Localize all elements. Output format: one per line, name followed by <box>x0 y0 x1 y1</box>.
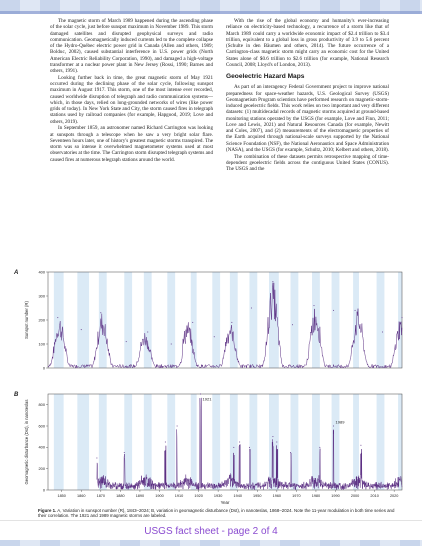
panel-letter: A <box>14 270 19 276</box>
x-tick-label: 1950 <box>253 494 262 498</box>
solar-max-band <box>54 272 64 368</box>
paragraph: With the rise of the global economy and humanity's ever-increasing reliance on electricity-based technology, a recurrence of a storm like that of March 1989 could carry a worldwide economic impact of $2.4 trillion to $3.4 trillion, equivalent to a global loss in gross productivity of 3.9 to 5.6 percent (Schulte in den Bäumen and others, 2014). The future occurrence of a Carrington-class magnetic storm might carry an economic cost for the United States alone of $0.6 trillion to $2.6 trillion (for example, National Research Council, 2008; Lloyd's of London, 2013). <box>226 18 389 68</box>
figure-caption <box>38 508 398 519</box>
solar-max-band <box>332 272 340 368</box>
x-tick-label: 1850 <box>57 494 66 498</box>
section-heading: Geoelectric Hazard Maps <box>226 73 305 80</box>
x-tick-label: 1860 <box>77 494 86 498</box>
left-text-column <box>50 18 213 163</box>
y-tick-label: 0 <box>42 487 45 493</box>
x-tick-label: 1980 <box>311 494 321 498</box>
solar-max-band <box>398 272 402 368</box>
x-tick-label: 1880 <box>116 494 125 498</box>
panel-a-sunspot-chart <box>13 269 403 370</box>
y-tick-label: 200 <box>38 317 45 323</box>
paragraph: Looking further back in time, the great magnetic storm of May 1921 occurred during the declining phase of the solar cycle, following sunspot maximum in August 1917. This storm, one of the most intense ever recorded, caused worldwide disruption of telegraph and radio communication systems—which, in those days, relied on long-grounded networks of wires (like power grids of today). In New York State and City, the storm caused fires in telegraph stations used by railroad companies (for example, Hapgood, 2019; Love and others, 2019). <box>50 74 213 125</box>
data-point <box>233 447 234 448</box>
solar-max-band <box>54 394 64 490</box>
bottom-decorative-band <box>0 540 422 546</box>
y-tick-label: 100 <box>38 341 45 347</box>
solar-max-band <box>124 272 132 368</box>
paragraph: The magnetic storm of March 1989 happened during the ascending phase of the solar cycle, just before sunspot maximum in November 1989. This storm damaged satellites and disrupted geophysical surveys and radio communication. Geomagnetically induced currents led to the complete collapse of the Hydro-Québec electric power grid in Canada (Allen and others, 1989; Bolduc, 2002), caused substantial interference in U.S. power grids (North American Electric Reliability Corporation, 1990), and damaged a high-voltage transformer at a nuclear power plant in New Jersey (Rossi, 1990; Barnes and others, 1991). <box>50 18 213 74</box>
solar-max-band <box>398 394 402 490</box>
data-point <box>313 305 314 306</box>
data-point <box>124 452 125 453</box>
data-point <box>272 281 273 282</box>
data-point <box>251 308 252 309</box>
figure-chart <box>8 264 414 508</box>
solar-max-band <box>99 272 107 368</box>
paragraph: The combination of these datasets permits retrospective mapping of time-dependent geoelectric fields across the contiguous United States (CONUS). The USGS and the <box>226 153 389 172</box>
solar-max-band <box>167 394 175 490</box>
data-point <box>239 442 240 443</box>
data-point <box>272 436 273 437</box>
y-tick-label: 0 <box>42 365 45 371</box>
data-point <box>147 332 148 333</box>
data-point <box>319 447 320 448</box>
y-axis-label: Sunspot number (R) <box>24 301 29 339</box>
x-tick-label: 2000 <box>350 494 360 498</box>
x-tick-label: 1990 <box>331 494 340 498</box>
solar-max-band <box>353 394 359 490</box>
x-tick-label: 1900 <box>155 494 164 498</box>
data-point <box>360 445 361 446</box>
data-point <box>96 458 97 459</box>
solar-max-band <box>144 272 152 368</box>
annotation-1921: 1921 <box>202 396 212 402</box>
x-tick-label: 1910 <box>174 494 184 498</box>
x-tick-label: 1890 <box>135 494 145 498</box>
x-tick-label: 1940 <box>233 494 242 498</box>
data-point <box>171 344 172 345</box>
x-tick-label: 1970 <box>292 494 301 498</box>
solar-max-band <box>377 394 385 490</box>
footer-title: USGS fact sheet - page 2 of 4 <box>144 526 278 537</box>
solar-max-band <box>212 272 220 368</box>
y-tick-label: 600 <box>38 423 45 429</box>
data-point <box>57 317 58 318</box>
solar-max-band <box>167 272 175 368</box>
data-point <box>290 452 291 453</box>
solar-max-band <box>291 394 299 490</box>
x-tick-label: 1870 <box>96 494 106 498</box>
x-tick-label: 2020 <box>389 494 399 498</box>
data-point <box>355 310 356 311</box>
solar-max-band <box>291 272 299 368</box>
data-point <box>333 310 334 311</box>
data-point <box>81 329 82 330</box>
solar-max-band <box>191 394 197 490</box>
document-page <box>8 14 414 534</box>
data-point <box>126 341 127 342</box>
top-decorative-band <box>0 0 422 14</box>
solar-max-band <box>77 272 89 368</box>
data-point <box>249 447 250 448</box>
y-tick-label: 400 <box>38 269 45 275</box>
footer <box>0 520 422 546</box>
data-point <box>292 324 293 325</box>
data-point <box>333 426 334 427</box>
figure-1 <box>8 264 414 534</box>
right-text-column <box>226 18 389 173</box>
solar-max-band <box>124 394 132 490</box>
x-tick-label: 2010 <box>370 494 379 498</box>
solar-max-band <box>144 394 152 490</box>
y-tick-label: 200 <box>38 466 45 472</box>
data-point <box>276 442 277 443</box>
data-point <box>100 312 101 313</box>
annotation-1989: 1989 <box>335 419 345 425</box>
solar-max-band <box>99 394 107 490</box>
caption-label: Figure 1. <box>38 508 57 513</box>
data-point <box>200 394 201 395</box>
solar-max-band <box>377 272 385 368</box>
y-tick-label: 800 <box>38 402 45 408</box>
solar-max-band <box>249 394 257 490</box>
data-point <box>231 322 232 323</box>
data-point <box>192 322 193 323</box>
solar-max-band <box>212 394 220 490</box>
y-tick-label: 400 <box>38 444 45 450</box>
y-axis-label: Geomagnetic disturbance (Dst), in nanoteslas <box>24 399 29 485</box>
data-point <box>382 332 383 333</box>
panel-b-dst-chart <box>14 392 402 505</box>
panel-letter: B <box>14 392 19 398</box>
x-axis-label: Year <box>220 500 230 505</box>
solar-max-band <box>332 394 340 490</box>
data-point <box>165 442 166 443</box>
x-tick-label: 1920 <box>194 494 203 498</box>
paragraph: In September 1859, an astronomer named Richard Carrington was looking at sunspots through a telescope when he saw a very bright solar flare. Seventeen hours later, one of history's greatest magnetic storms transpired. The storm was so intense it overwhelmed magnetometer systems used at most observatories at the time. The Carrington storm disrupted telegraph systems and caused fires at numerous telegraph stations around the world. <box>50 125 214 163</box>
data-point <box>402 317 403 318</box>
data-point <box>177 426 178 427</box>
caption-text: A, Variation in sunspot number (R), 1843–2024; B, variation in geomagnetic disturbance (Dst), in nanoteslas, 1868–2024. Note the 11-year modulation in both time series and their correlation. The 1921 and 1989 magnetic storms are labeled. <box>38 508 395 519</box>
solar-max-band <box>353 272 359 368</box>
data-point <box>214 336 215 337</box>
y-tick-label: 300 <box>38 293 45 299</box>
solar-max-band <box>77 394 89 490</box>
x-tick-label: 1930 <box>213 494 223 498</box>
paragraph: As part of an interagency Federal Government project to improve national preparedness for space-weather hazards, U.S. Geological Survey (USGS) Geomagnetism Program scientists have performed research on magnetic-storm-induced geoelectric fields. This work relies on two important and very different datasets: (1) multidecadal records of magnetic storms acquired at ground-based monitoring stations operated by the USGS (for example, Love and Finn, 2011; Love and Lewis, 2021) and Natural Resources Canada (for example, Newitt and Coles, 2007), and (2) measurements of the electromagnetic properties of the Earth acquired through national-scale surveys supported by the National Science Foundation (NSF), the National Aeronautics and Space Administration (NASA), and the USGS (for example, Schultz, 2010; Kelbert and others, 2018). <box>226 84 389 153</box>
solar-max-band <box>249 272 257 368</box>
x-tick-label: 1960 <box>272 494 282 498</box>
